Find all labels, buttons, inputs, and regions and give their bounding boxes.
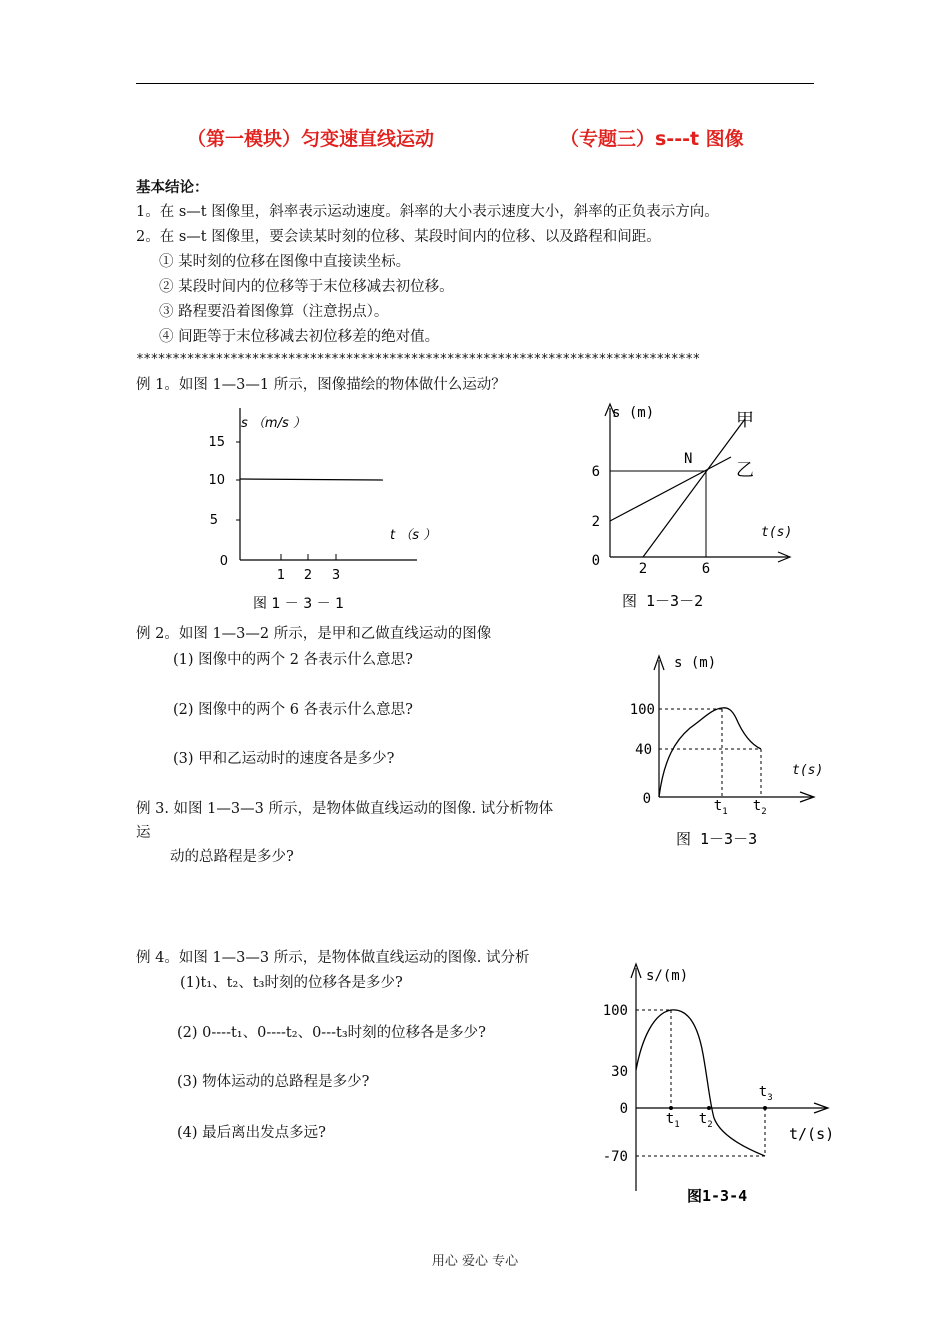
figure-1-3-1	[195, 402, 455, 622]
top-rule	[136, 83, 814, 84]
fig4-xtick-label-t2: t	[698, 1111, 708, 1127]
fig3-series-curve	[659, 708, 761, 797]
fig1-origin-label: 0	[219, 554, 228, 569]
fig4-point-t3	[763, 1106, 767, 1110]
fig3-xtick-sub-2: 2	[761, 807, 767, 817]
fig4-caption: 图1-3-4	[687, 1187, 748, 1205]
fig2-label-yi: 乙	[736, 460, 754, 481]
fig2-y-label: s (m)	[612, 405, 655, 421]
page-footer	[0, 1250, 950, 1269]
fig2-caption: 图 1－3－2	[622, 592, 704, 610]
example-3-line-1: 例 3. 如图 1—3—3 所示，是物体做直线运动的图像. 试分析物体	[136, 801, 554, 817]
example-4-question-4: (4) 最后离出发点多远?	[177, 1125, 326, 1141]
fig4-series-curve	[636, 1010, 768, 1156]
example-4-question-1: (1)t₁、t₂、t₃时刻的位移各是多少?	[180, 975, 403, 991]
fig1-xtick-label-3: 3	[331, 568, 341, 583]
fig1-xtick-label-1: 1	[276, 568, 286, 583]
fig3-xtick-sub-1: 1	[722, 807, 728, 817]
fig4-ytick-label-30: 30	[611, 1064, 628, 1080]
fig4-point-t1	[669, 1106, 673, 1110]
conclusions-heading: 基本结论：	[136, 179, 209, 196]
fig2-x-label: t(s)	[761, 525, 793, 540]
example-3-line-3: 动的总路程是多少?	[170, 849, 294, 865]
fig2-ytick-label-2: 2	[591, 514, 600, 530]
fig4-ytick-label-0: 0	[619, 1101, 628, 1117]
fig3-origin-label: 0	[642, 791, 651, 807]
example-4-question-2: (2) 0----t₁、0----t₂、0---t₃时刻的位移各是多少?	[177, 1025, 486, 1041]
fig2-label-jia: 甲	[736, 410, 754, 431]
example-2-question-1: (1) 图像中的两个 2 各表示什么意思?	[173, 652, 413, 668]
fig2-series-yi	[610, 457, 731, 521]
fig2-point-n: N	[684, 451, 693, 467]
fig4-point-t2	[707, 1106, 711, 1110]
fig3-y-label: s (m)	[674, 655, 717, 671]
conclusion-item-2: ② 某段时间内的位移等于末位移减去初位移。	[159, 279, 454, 295]
example-2-text: 例 2。如图 1—3—2 所示，是甲和乙做直线运动的图像	[136, 626, 492, 642]
fig1-ytick-label-15: 15	[208, 435, 225, 450]
fig2-series-jia	[643, 419, 745, 557]
figure-1-3-4	[590, 958, 850, 1213]
example-2-question-2: (2) 图像中的两个 6 各表示什么意思?	[173, 702, 413, 718]
fig2-xtick-label-2: 2	[638, 561, 648, 577]
conclusion-line-2: 2。在 s—t 图像里，要会读某时刻的位移、某段时间内的位移、以及路程和间距。	[136, 229, 661, 245]
example-4-text: 例 4。如图 1—3—3 所示，是物体做直线运动的图像. 试分析	[136, 950, 530, 966]
fig1-y-label: s （m/s ）	[241, 416, 306, 431]
fig4-xtick-sub-2: 2	[707, 1120, 713, 1130]
fig1-x-label: t （s ）	[390, 528, 437, 543]
figure-1-3-3	[620, 648, 840, 858]
fig1-series-line	[240, 479, 383, 480]
conclusion-line-1: 1。在 s—t 图像里，斜率表示运动速度。斜率的大小表示速度大小，斜率的正负表示方向。	[136, 204, 719, 220]
fig4-x-label: t/(s)	[789, 1125, 835, 1143]
fig4-xtick-label-t3: t	[758, 1084, 768, 1100]
fig4-xtick-sub-1: 1	[674, 1120, 680, 1130]
fig1-caption: 图 1 － 3 － 1	[253, 596, 344, 612]
example-2-question-3: (3) 甲和乙运动时的速度各是多少?	[173, 751, 395, 767]
fig1-ytick-label-5: 5	[209, 513, 218, 528]
example-3-line-2: 运	[136, 825, 151, 841]
fig4-ytick-label-100: 100	[602, 1003, 628, 1019]
fig2-origin-label: 0	[591, 553, 600, 569]
page-title-topic: （专题三）s---t 图像	[560, 128, 744, 150]
fig4-y-label: s/(m)	[646, 968, 689, 984]
example-1-text: 例 1。如图 1—3—1 所示，图像描绘的物体做什么运动？	[136, 377, 506, 393]
fig3-xtick-label-t1: t	[713, 798, 723, 814]
fig1-xtick-label-2: 2	[303, 568, 313, 583]
conclusion-item-1: ① 某时刻的位移在图像中直接读坐标。	[159, 254, 411, 270]
fig3-ytick-label-100: 100	[629, 702, 655, 718]
figure-1-3-2	[588, 400, 808, 615]
fig3-xtick-label-t2: t	[752, 798, 762, 814]
fig3-caption: 图 1－3－3	[676, 830, 758, 848]
conclusion-item-3: ③ 路程要沿着图像算（注意拐点）。	[159, 304, 389, 320]
fig4-xtick-label-t1: t	[665, 1111, 675, 1127]
fig4-xtick-sub-3: 3	[767, 1093, 773, 1103]
fig2-xtick-label-6: 6	[701, 561, 711, 577]
page-title-module: （第一模块）匀变速直线运动	[187, 128, 435, 150]
example-4-question-3: (3) 物体运动的总路程是多少?	[177, 1074, 370, 1090]
fig1-ytick-label-10: 10	[208, 473, 225, 488]
conclusion-item-4: ④ 间距等于末位移减去初位移差的绝对值。	[159, 329, 440, 345]
separator-stars: ******************************************************************************	[136, 352, 700, 367]
fig3-x-label: t(s)	[792, 763, 824, 778]
footer-text: 用心 爱心 专心	[431, 1254, 519, 1269]
fig4-ytick-label-neg70: -70	[602, 1149, 628, 1165]
fig2-ytick-label-6: 6	[591, 464, 600, 480]
fig3-ytick-label-40: 40	[635, 742, 652, 758]
